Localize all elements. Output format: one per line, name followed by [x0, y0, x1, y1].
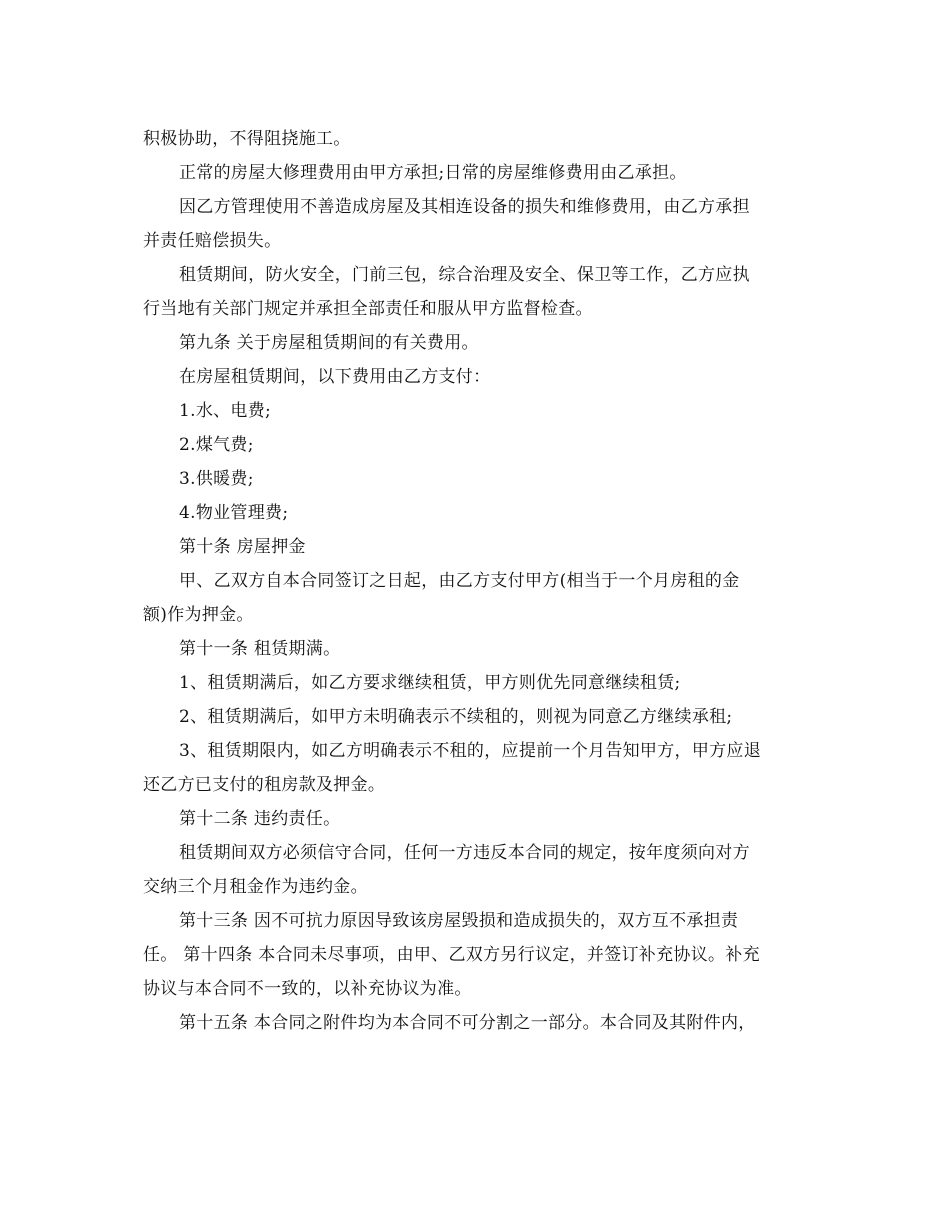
text-line: 协议与本合同不一致的，以补充协议为准。 [143, 979, 472, 999]
text-line: 第九条 关于房屋租赁期间的有关费用。 [179, 333, 479, 353]
text-line: 任。 第十四条 本合同未尽事项，由甲、乙双方另行议定，并签订补充协议。补充 [143, 945, 760, 965]
text-line: 在房屋租赁期间，以下费用由乙方支付： [179, 367, 491, 387]
text-line: 租赁期间，防火安全，门前三包，综合治理及安全、保卫等工作，乙方应执 [179, 265, 750, 285]
text-line: 2.煤气费; [179, 435, 254, 455]
text-line: 2、租赁期满后，如甲方未明确表示不续租的，则视为同意乙方继续承租; [179, 707, 733, 727]
text-line: 1、租赁期满后，如乙方要求继续租赁，甲方则优先同意继续租赁; [179, 673, 681, 693]
text-line: 第十一条 租赁期满。 [179, 639, 341, 659]
text-line: 行当地有关部门规定并承担全部责任和服从甲方监督检查。 [143, 299, 593, 319]
text-line: 因乙方管理使用不善造成房屋及其相连设备的损失和维修费用，由乙方承担 [179, 197, 750, 217]
text-line: 3.供暖费; [179, 469, 254, 489]
text-line: 第十五条 本合同之附件均为本合同不可分割之一部分。本合同及其附件内， [179, 1013, 756, 1033]
text-line: 额)作为押金。 [143, 605, 254, 625]
text-line: 甲、乙双方自本合同签订之日起，由乙方支付甲方(相当于一个月房租的金 [179, 571, 740, 591]
text-line: 4.物业管理费; [179, 503, 289, 523]
text-line: 3、租赁期限内，如乙方明确表示不租的，应提前一个月告知甲方，甲方应退 [179, 741, 762, 761]
document-body [143, 122, 808, 1040]
text-line: 第十条 房屋押金 [179, 537, 306, 557]
text-line: 1.水、电费; [179, 401, 272, 421]
text-line: 并责任赔偿损失。 [143, 231, 282, 251]
text-line: 还乙方已支付的租房款及押金。 [143, 775, 386, 795]
text-line: 第十二条 违约责任。 [179, 809, 341, 829]
text-line: 积极协助，不得阻挠施工。 [143, 129, 351, 149]
text-line: 交纳三个月租金作为违约金。 [143, 877, 368, 897]
text-line: 租赁期间双方必须信守合同，任何一方违反本合同的规定，按年度须向对方 [179, 843, 750, 863]
text-line: 正常的房屋大修理费用由甲方承担;日常的房屋维修费用由乙承担。 [179, 163, 687, 183]
text-line: 第十三条 因不可抗力原因导致该房屋毁损和造成损失的，双方互不承担责 [179, 911, 739, 931]
